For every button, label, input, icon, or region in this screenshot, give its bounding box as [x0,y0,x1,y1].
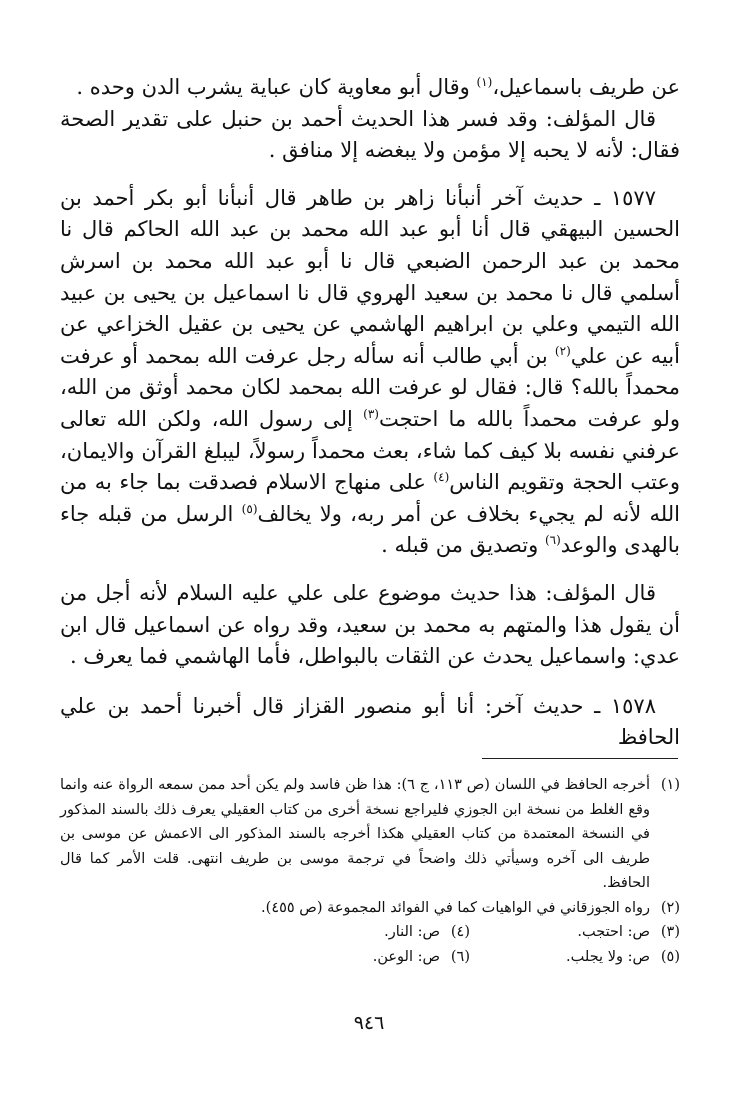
hadith-1577 [60,183,680,562]
footnote-text: أخرجه الحافظ في اللسان (ص ١١٣، ج ٦): هذا ظن فاسد ولم يكن أحد ممن سمعه الرواة عنه وانما وقع الغلط من نسخة ابن الجوزي فليراجع نسخة أخرى من كتاب العقيلي يعرف ذلك بالسند المذكور في النسخة المعتمدة من كتاب العقيلي هكذا أخرجه بالسند المذكور الى الاعمش عن موسى بن طريف الى آخره وسيأتي ذلك واضحاً في ترجمة موسى بن طريف انتهى. قلت الأمر كما قال الحافظ. [60,777,650,891]
footnote-row-5-6 [60,945,680,970]
paragraph-opening [60,72,680,104]
text-run: ـ حديث آخر أنبأنا زاهر بن طاهر قال أنبأنا أبو بكر أحمد بن الحسين البيهقي قال أنا أبو عبد الله محمد بن عبد الله الحاكم قال نا محمد بن عبد الرحمن الضبعي قال نا أبو عبد الله محمد بن اسرش أسلمي قال نا محمد بن سعيد الهروي قال نا اسماعيل بن يحيى بن عبيد الله التيمي وعلي بن ابراهيم الهاشمي عن يحيى بن عقيل الخزاعي عن أبيه عن علي [60,185,680,368]
footnote-text: ص: احتجب. [577,924,650,940]
footnote-number: (٢) [660,899,680,916]
footnote-number: (٤) [450,924,470,940]
text-run: عن طريف باسماعيل، [492,75,680,99]
page-number: ٩٤٦ [353,1012,385,1034]
footnote-text: ص: ولا يجلب. [566,948,650,965]
footnote-number: (٥) [660,948,680,965]
footnote-ref-6[interactable]: (٦) [544,533,561,548]
footnote-text: ص: الوعن. [372,948,440,965]
footnote-row-3-4 [60,920,680,945]
footnote-ref-2[interactable]: (٢) [554,343,571,358]
footnote-1 [60,773,680,896]
text-run: وتصديق من قبله . [381,533,545,558]
main-text [60,72,680,754]
footnote-ref-4[interactable]: (٤) [433,470,450,485]
text-run: وقال أبو معاوية كان عباية يشرب الدن وحده . [76,75,477,99]
footnote-number: (١) [660,777,680,793]
footnote-5 [470,945,680,970]
footnotes [60,773,680,969]
footnote-ref-1[interactable]: (١) [476,75,493,89]
footnote-ref-5[interactable]: (٥) [241,501,258,516]
paragraph-author-comment-2: قال المؤلف: هذا حديث موضوع على علي عليه السلام لأنه أجل من أن يقول هذا والمتهم به محمد بن سعيد، وقد رواه عن اسماعيل قال ابن عدي: واسماعيل يحدث عن الثقات بالبواطل، فأما الهاشمي فما يعرف . [60,580,680,669]
footnote-ref-3[interactable]: (٣) [363,406,379,421]
text-run: بن أبي طالب أنه سأله رجل عرفت الله بمحمد أو عرفت محمداً بالله؟ قال: فقال لو عرفت الله بمحمد لكان محمد أوثق من الله، ولو عرفت محمداً بالله ما احتجت [60,343,681,431]
hadith-1578 [60,691,680,754]
paragraph-author-comment-1: قال المؤلف: وقد فسر هذا الحديث أحمد بن حنبل على تقدير الصحة فقال: لأنه لا يحبه إلا مؤمن ولا يبغضه إلا منافق . [60,106,680,163]
footnote-3 [470,920,680,945]
footnote-text: ص: النار. [384,924,440,940]
footnote-divider [482,758,678,759]
footnote-2 [60,896,680,921]
footnote-4 [260,920,470,945]
text-run: الرسل من قبله جاء بالهدى والوعد [60,501,680,558]
hadith-number: ١٥٧٨ [610,693,656,718]
text-run: على منهاج الاسلام فصدقت بما جاء به من الله لأنه لم يجيء بخلاف عن أمر ربه، ولا يخالف [60,470,680,526]
hadith-number: ١٥٧٧ [610,185,656,210]
text-run: ـ حديث آخر: أنا أبو منصور القزاز قال أخبرنا أحمد بن علي الحافظ [60,693,680,750]
footnote-number: (٦) [450,948,470,965]
footnote-text: رواه الجوزقاني في الواهيات كما في الفوائد المجموعة (ص ٤٥٥). [261,899,650,916]
footnote-number: (٣) [660,924,680,940]
text-run: إلى رسول الله، ولكن الله تعالى عرفني نفسه بلا كيف كما شاء، بعث محمداً رسولاً، ليبلغ القرآن والايمان، وعتب الحجة وتقويم الناس [60,406,680,495]
footnote-6 [260,945,470,970]
